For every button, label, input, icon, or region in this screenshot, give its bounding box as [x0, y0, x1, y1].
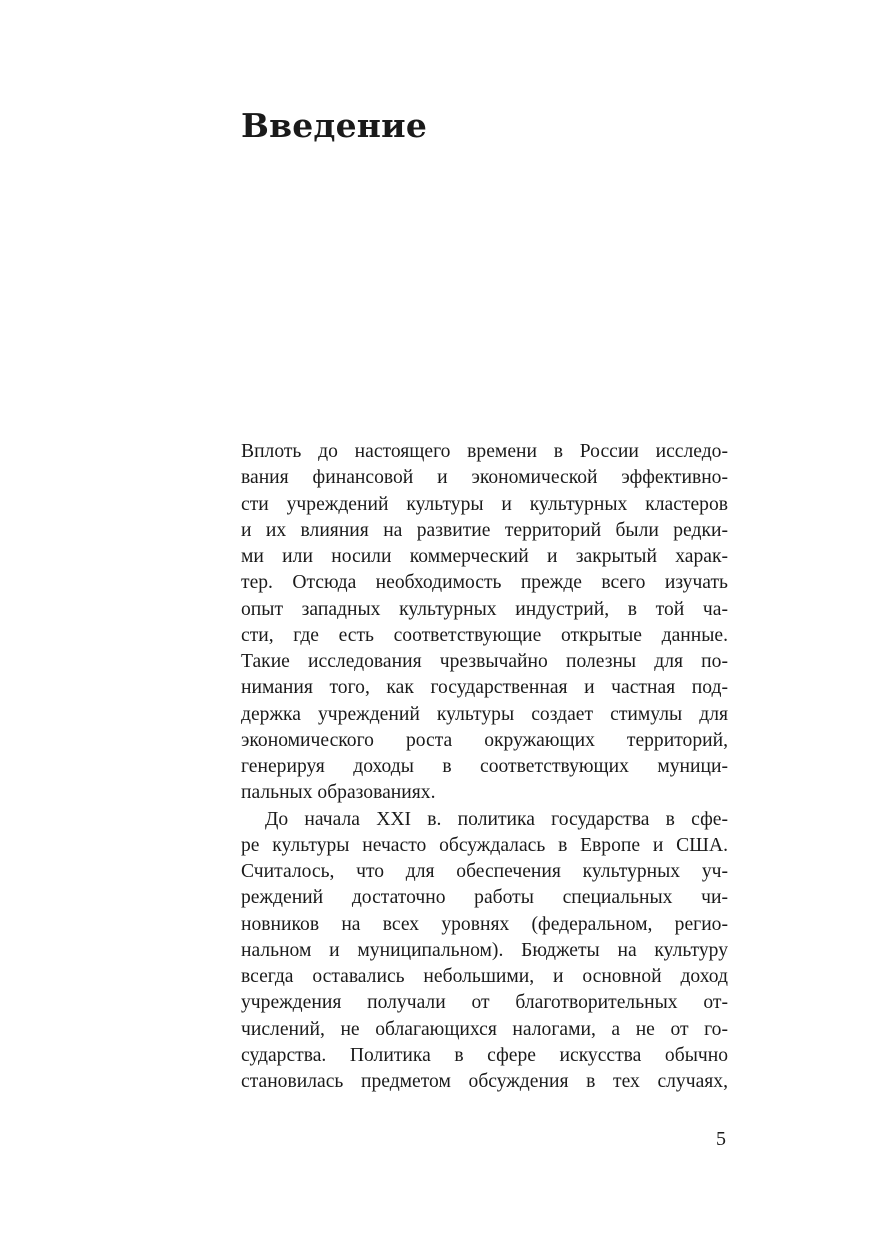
text-line: реждений достаточно работы специальных чи- [241, 887, 728, 909]
text-line: генерируя доходы в соответствующих муници- [241, 756, 728, 777]
text-line-paragraph-end: пальных образованиях. [241, 782, 436, 804]
body-text [241, 439, 728, 1095]
text-line: экономического роста окружающих территорий, [241, 729, 728, 751]
text-line: вания финансовой и экономической эффективно- [241, 467, 728, 489]
text-line-paragraph-start: До начала XXI в. политика государства в сфе- [265, 808, 728, 830]
text-line: сти, где есть соответствующие открытые данные. [241, 624, 728, 646]
text-line: тер. Отсюда необходимость прежде всего изучать [241, 572, 728, 594]
text-line: учреждения получали от благотворительных от- [241, 992, 728, 1014]
text-line: ре культуры нечасто обсуждалась в Европе и США. [241, 834, 728, 856]
text-line: нальном и муниципальном). Бюджеты на культуру [241, 939, 728, 961]
text-line: опыт западных культурных индустрий, в той ча- [241, 598, 728, 620]
text-line: становилась предметом обсуждения в тех случаях, [241, 1071, 728, 1092]
text-line: держка учреждений культуры создает стимулы для [241, 703, 728, 725]
chapter-title: Введение [241, 106, 428, 145]
text-line: Считалось, что для обеспечения культурных уч- [241, 861, 728, 882]
page-number: 5 [716, 1128, 726, 1150]
text-line: ми или носили коммерческий и закрытый харак- [241, 546, 728, 567]
text-line: Вплоть до настоящего времени в России исследо- [241, 441, 728, 462]
text-line: Такие исследования чрезвычайно полезны для по- [241, 651, 728, 672]
text-line: сти учреждений культуры и культурных кластеров [241, 493, 728, 515]
text-line: и их влияния на развитие территорий были редки- [241, 519, 728, 541]
text-line: числений, не облагающихся налогами, а не от го- [241, 1018, 728, 1040]
text-line: всегда оставались небольшими, и основной доход [241, 966, 728, 987]
text-line: нимания того, как государственная и частная под- [241, 677, 728, 699]
text-line: новников на всех уровнях (федеральном, регио- [241, 913, 728, 935]
text-line: сударства. Политика в сфере искусства обычно [241, 1044, 728, 1066]
